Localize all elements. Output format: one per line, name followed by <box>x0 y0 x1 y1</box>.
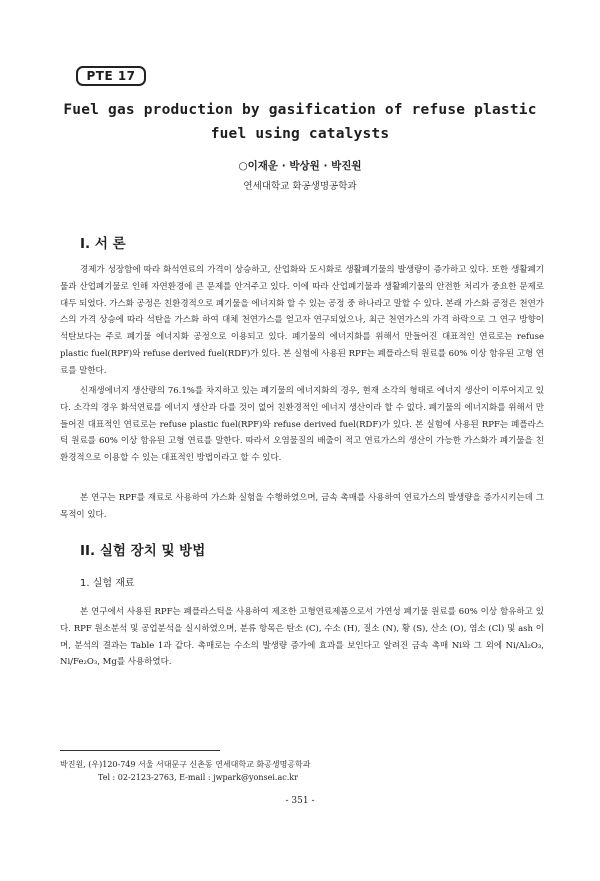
affiliation: 연세대학교 화공생명공학과 <box>243 181 357 192</box>
section-heading-methods: II. 실험 장치 및 방법 <box>80 543 206 559</box>
page-number: - 351 - <box>285 796 315 806</box>
footnote-address: 박진원, (우)120-749 서울 서대문구 신촌동 연세대학교 화공생명공학과 <box>60 760 311 769</box>
intro-paragraph-3: 본 연구는 RPF를 재료로 사용하여 가스화 실험을 수행하였으며, 금속 촉매를 사용하여 연료가스의 발생량을 증가시키는데 그 목적이 있다. <box>60 493 544 520</box>
subsection-heading-materials: 1. 실험 재료 <box>80 578 135 589</box>
session-tag: PTE 17 <box>76 66 146 86</box>
intro-paragraph-2: 신재생에너지 생산량의 76.1%를 차지하고 있는 폐기물의 에너지화의 경우, 현재 소각의 형태로 에너지 생산이 이루어지고 있다. 소각의 경우 화석연료를 에너지 생산과 다를 것이 없어 친환경적인 에너지 생산이라 할 수 없다. 폐기물의 에너지화를 위해서 만들어진 대표적인 연료로는 refuse plastic fuel(RPF)와 refuse derived fuel(RDF)가 있다. 본 실험에 사용된 RPF는 폐플라스틱 원료를 60% 이상 함유된 고형 연료를 말한다. 따라서 오염물질의 배출이 적고 연료가스의 생산이 가능한 가스화가 폐기물을 친환경적으로 이용할 수 있는 대표적인 방법이라고 할 수 있다. <box>60 386 544 464</box>
materials-paragraph: 본 연구에서 사용된 RPF는 폐플라스틱을 사용하여 제조한 고형연료제품으로서 가연성 폐기물 원료를 60% 이상 함유하고 있다. RPF 원소분석 및 공업분석을 실시하였으며, 분류 항목은 탄소 (C), 수소 (H), 질소 (N), 황 (S), 산소 (O), 염소 (Cl) 및 ash 이며, 분석의 결과는 Table 1과 같다. 촉매로는 수소의 발생량 증가에 효과를 보인다고 알려진 금속 촉매 Ni와 그 외에 Ni/Al₂O₃, Ni/Fe₂O₃, Mg를 사용하였다. <box>60 607 544 668</box>
intro-paragraph-1: 경제가 성장함에 따라 화석연료의 가격이 상승하고, 산업화와 도시화로 생활폐기물의 발생량이 증가하고 있다. 또한 생활폐기물과 산업폐기물로 인해 자연환경에 큰 문제를 안겨주고 있다. 이에 따라 산업폐기물과 생활폐기물의 안전한 처리가 중요한 문제로 대두 되었다. 가스화 공정은 친환경적으로 폐기물을 에너지화 할 수 있는 공정 중 하나라고 말할 수 있다. 본래 가스화 공정은 천연가스의 가격 상승에 따라 석탄을 가스화 하여 대체 천연가스를 얻고자 연구되었으나, 최근 천연가스의 가격 하락으로 그 연구 방향이 석탄보다는 주로 폐기물 에너지화 공정으로 이용되고 있다. 폐기물의 에너지화를 위해서 만들어진 대표적인 연료로는 refuse plastic fuel(RPF)와 refuse derived fuel(RDF)가 있다. 본 실험에 사용된 RPF는 폐플라스틱 원료를 60% 이상 함유된 고형 연료를 말한다. <box>60 265 545 376</box>
paper-title: Fuel gas production by gasification of refuse plastic fuel using catalysts <box>63 102 537 142</box>
section-heading-introduction: I. 서 론 <box>80 236 126 252</box>
footnote-contact: Tel : 02-2123-2763, E-mail : jwpark@yonsei.ac.kr <box>98 773 298 782</box>
author-list: ○이재운 · 박상원 · 박진원 <box>238 160 362 172</box>
footnote-divider <box>60 750 220 751</box>
